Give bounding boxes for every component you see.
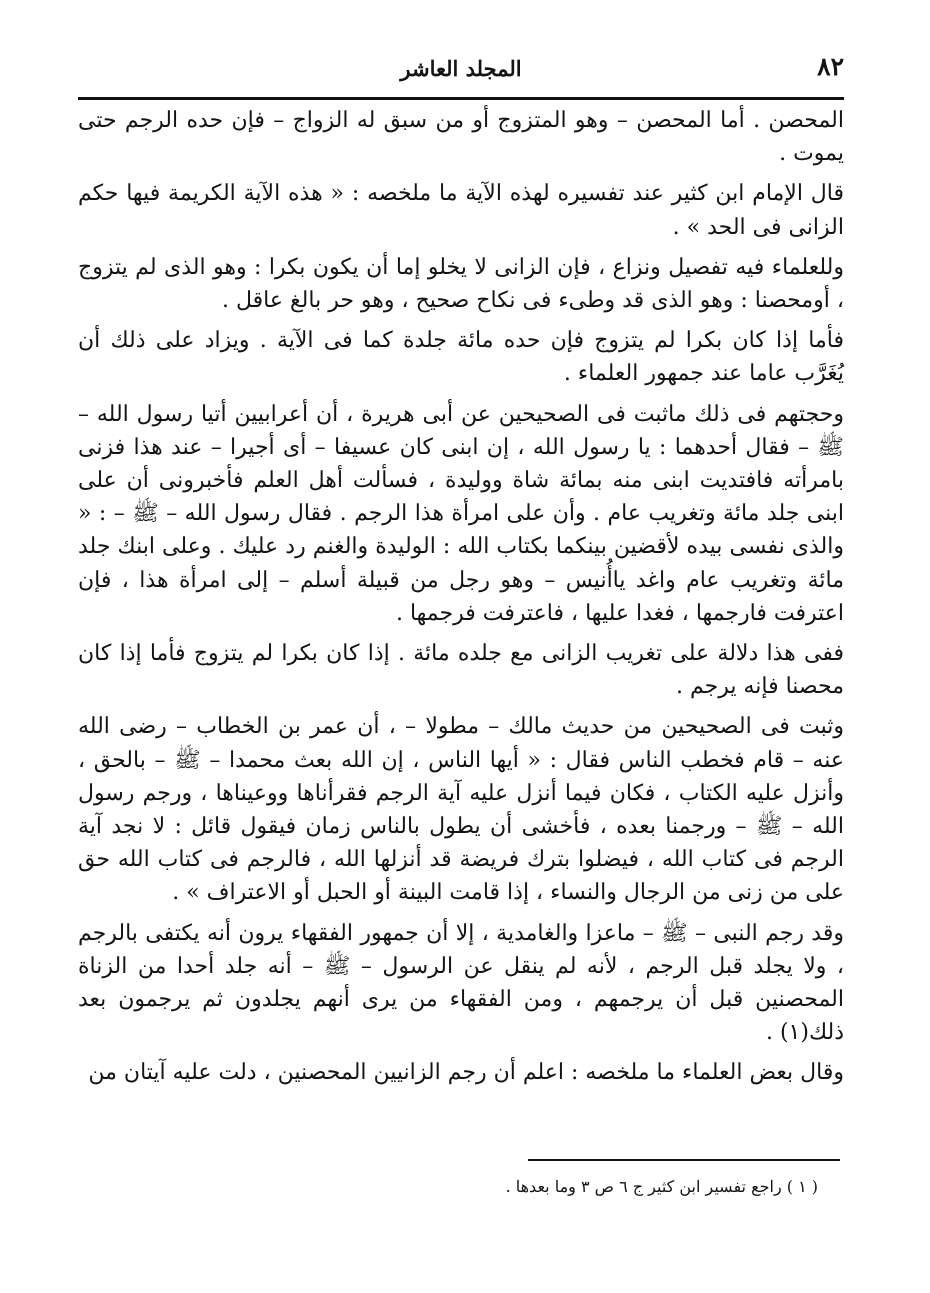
body-text bbox=[78, 104, 844, 1097]
paragraph: وقال بعض العلماء ما ملخصه : اعلم أن رجم الزانيين المحصنين ، دلت عليه آيتان من bbox=[88, 1060, 844, 1086]
paragraph: وحجتهم فى ذلك ماثبت فى الصحيحين عن أبى هريرة ، أن أعرابيين أتيا رسول الله – ﷺ – فقال أحدهما : يا رسول الله ، إن ابنى كان عسيفا – أى أجيرا – عند هذا فزنى بامرأته فافتديت ابنى منه بمائة شاة ووليدة ، فسألت أهل العلم فأخبرونى أن على ابنى جلد مائة وتغريب عام . وأن على امرأة هذا الرجم . فقال رسول الله – ﷺ – : « والذى نفسى بيده لأقضين بينكما بكتاب الله : الوليدة والغنم رد عليك . وعلى ابنك جلد مائة وتغريب عام واغد ياأُنيس – وهو رجل من قبيلة أسلم – إلى امرأة هذا ، فإن اعترفت فارجمها ، فغدا عليها ، فاعترفت فرجمها . bbox=[78, 401, 844, 626]
paragraph: فأما إذا كان بكرا لم يتزوج فإن حده مائة جلدة كما فى الآية . ويزاد على ذلك أن يُغَرَّب عاما عند جمهور العلماء . bbox=[78, 328, 844, 387]
running-title: المجلد العاشر bbox=[400, 56, 522, 81]
paragraph: قال الإمام ابن كثير عند تفسيره لهذه الآية ما ملخصه : « هذه الآية الكريمة فيها حكم الزانى فى الحد » . bbox=[78, 181, 844, 240]
footnote: ( ١ ) راجع تفسير ابن كثير ج ٦ ص ٣ وما بعدها . bbox=[505, 1177, 818, 1196]
page-header bbox=[78, 52, 844, 92]
paragraph: المحصن . أما المحصن – وهو المتزوج أو من سبق له الزواج – فإن حده الرجم حتى يموت . bbox=[78, 108, 844, 167]
footnote-rule bbox=[528, 1159, 840, 1161]
header-rule bbox=[78, 97, 844, 100]
paragraph: وللعلماء فيه تفصيل ونزاع ، فإن الزانى لا يخلو إما أن يكون بكرا : وهو الذى لم يتزوج ، أومحصنا : وهو الذى قد وطىء فى نكاح صحيح ، وهو حر بالغ عاقل . bbox=[78, 254, 844, 314]
paragraph: ففى هذا دلالة على تغريب الزانى مع جلده مائة . إذا كان بكرا لم يتزوج فأما إذا كان محصنا فإنه يرجم . bbox=[78, 641, 844, 700]
page-number: ٨٢ bbox=[817, 52, 844, 81]
paragraph: وثبت فى الصحيحين من حديث مالك – مطولا – ، أن عمر بن الخطاب – رضى الله عنه – قام فخطب الناس فقال : « أيها الناس ، إن الله بعث محمدا – ﷺ – بالحق ، وأنزل عليه الكتاب ، فكان فيما أنزل عليه آية الرجم فقرأناها ووعيناها ، ورجم رسول الله – ﷺ – ورجمنا بعده ، فأخشى أن يطول بالناس زمان فيقول قائل : لا نجد آية الرجم فى كتاب الله ، فيضلوا بترك فريضة قد أنزلها الله ، فالرجم فى كتاب الله حق على من زنى من الرجال والنساء ، إذا قامت البينة أو الحبل أو الاعتراف » . bbox=[78, 714, 844, 906]
paragraph: وقد رجم النبى – ﷺ – ماعزا والغامدية ، إلا أن جمهور الفقهاء يرون أنه يكتفى بالرجم ، ولا يجلد قبل الرجم ، لأنه لم ينقل عن الرسول – ﷺ – أنه جلد أحدا من الزناة المحصنين قبل أن يرجمهم ، ومن الفقهاء من يرى أنهم يجلدون ثم يرجمون بعد ذلك(١) . bbox=[78, 920, 844, 1046]
